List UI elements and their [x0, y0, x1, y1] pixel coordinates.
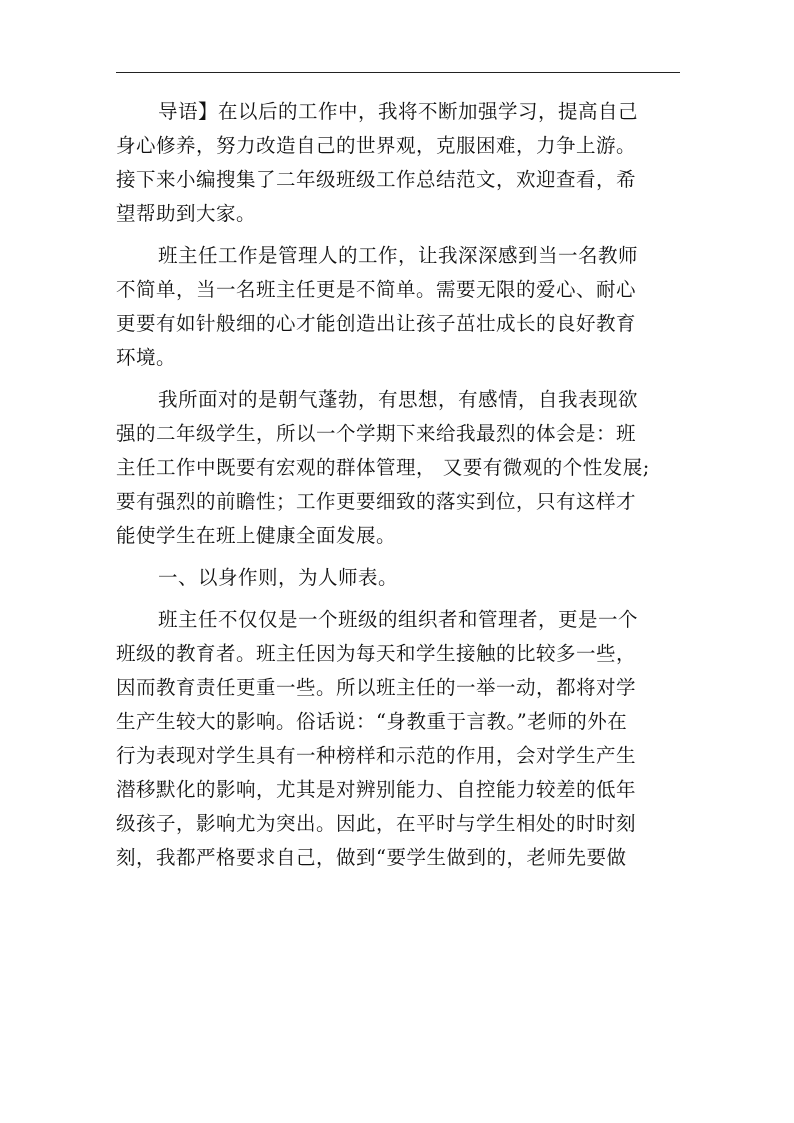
paragraph-line: 导语】在以后的工作中，我将不断加强学习，提高自己 [158, 100, 639, 123]
paragraph-line: 望帮助到大家。 [116, 202, 257, 225]
paragraph-line: 强的二年级学生，所以一个学期下来给我最烈的体会是：班 [116, 422, 637, 445]
document-body [116, 95, 680, 875]
paragraph-line: 刻，我都严格要求自己，做到“要学生做到的，老师先要做 [116, 846, 627, 869]
paragraph-line: 级孩子，影响尤为突出。因此，在平时与学生相处的时时刻 [116, 812, 637, 835]
paragraph-line: 更要有如针般细的心才能创造出让孩子茁壮成长的良好教育 [116, 312, 637, 335]
paragraph-line: 接下来小编搜集了二年级班级工作总结范文，欢迎查看，希 [116, 168, 637, 191]
paragraph-line: 能使学生在班上健康全面发展。 [116, 524, 397, 547]
paragraph-line: 身心修养，努力改造自己的世界观，克服困难，力争上游。 [116, 134, 637, 157]
section-heading: 一、以身作则，为人师表。 [158, 566, 399, 589]
paragraph-line: 班主任工作是管理人的工作，让我深深感到当一名教师 [158, 244, 639, 267]
paragraph-line: 主任工作中既要有宏观的群体管理， 又要有微观的个性发展; [116, 456, 650, 479]
paragraph-line: 因而教育责任更重一些。所以班主任的一举一动，都将对学 [116, 676, 637, 699]
paragraph-line: 不简单，当一名班主任更是不简单。需要无限的爱心、耐心 [116, 278, 637, 301]
paragraph-line: 环境。 [116, 346, 177, 369]
paragraph-line: 班级的教育者。班主任因为每天和学生接触的比较多一些， [116, 642, 637, 665]
paragraph-line: 班主任不仅仅是一个班级的组织者和管理者，更是一个 [158, 608, 639, 631]
paragraph-line: 要有强烈的前瞻性；工作更要细致的落实到位，只有这样才 [116, 490, 637, 513]
paragraph-line: 生产生较大的影响。俗话说：“身教重于言教。”老师的外在 [116, 710, 628, 733]
paragraph-line: 行为表现对学生具有一种榜样和示范的作用，会对学生产生 [116, 744, 637, 767]
paragraph-line: 我所面对的是朝气蓬勃，有思想，有感情，自我表现欲 [158, 388, 639, 411]
paragraph-line: 潜移默化的影响，尤其是对辨别能力、自控能力较差的低年 [116, 778, 637, 801]
header-rule [116, 72, 680, 73]
